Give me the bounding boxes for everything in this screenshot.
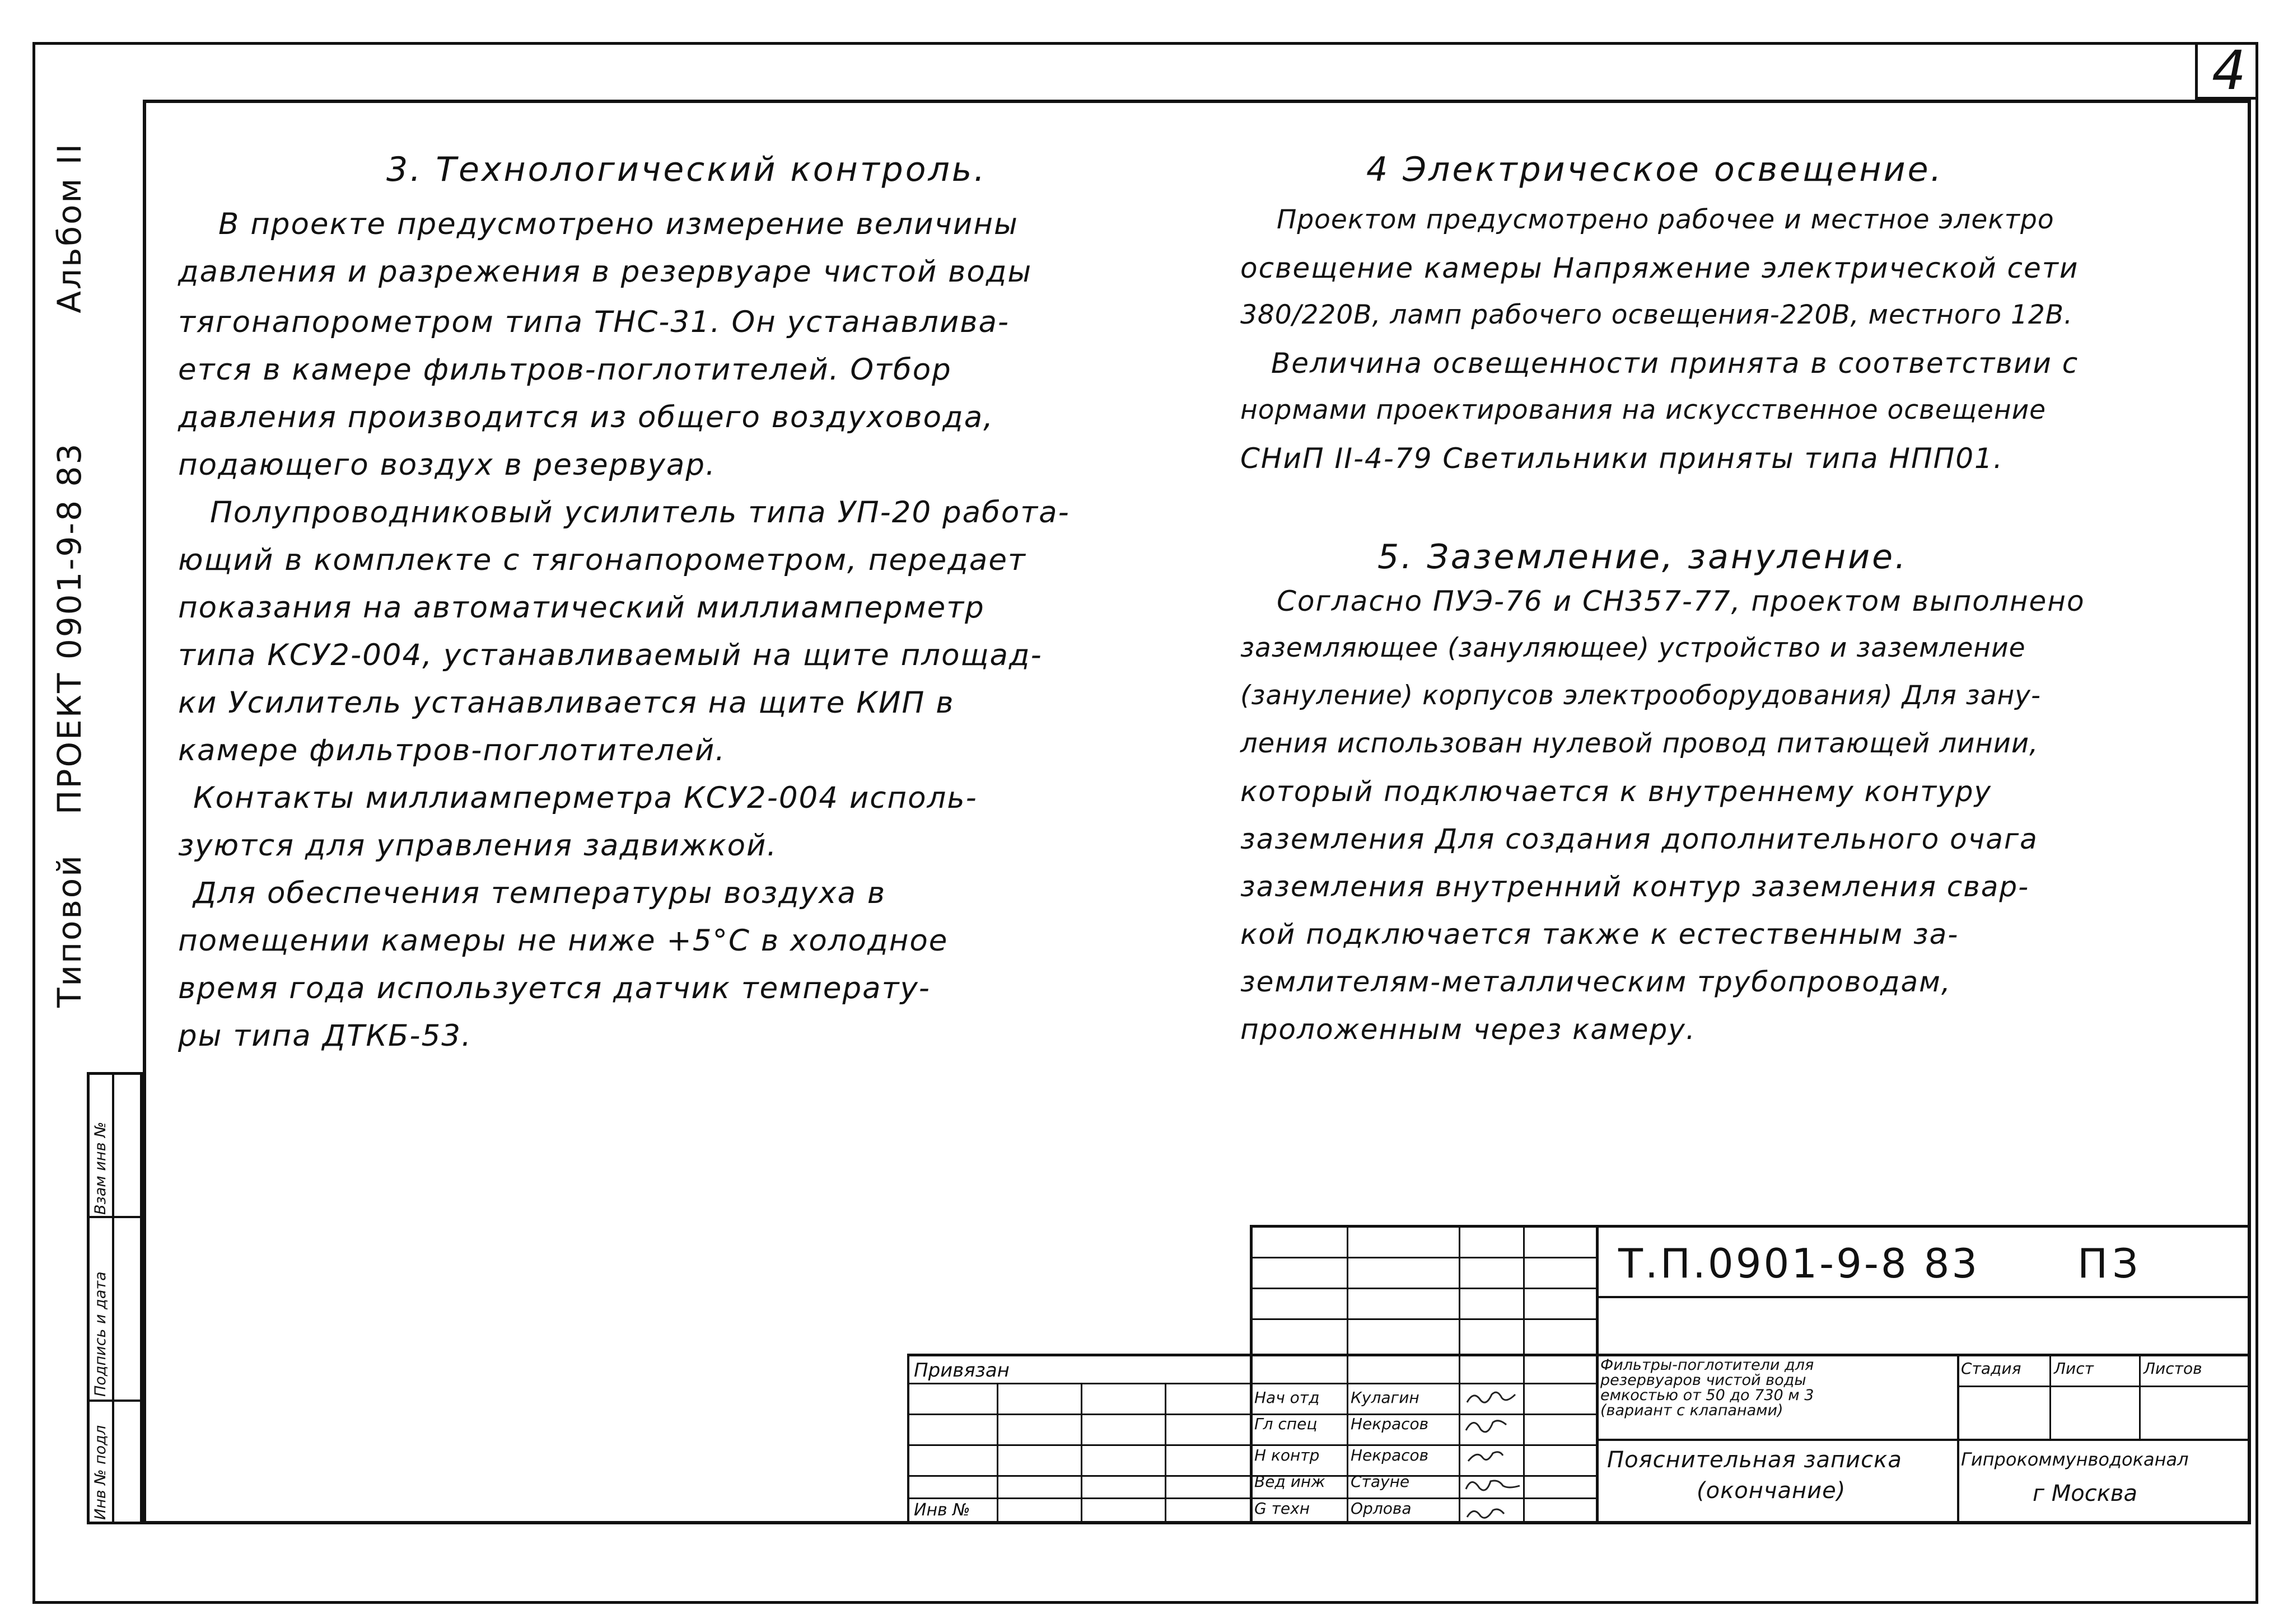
margin-label xyxy=(50,142,88,1008)
tb-org-name: Гипрокоммунводоканал xyxy=(1961,1449,2189,1470)
margin-project: ПРОЕКТ 0901-9-8 83 xyxy=(50,442,88,815)
tb-staff-role: Гл спец xyxy=(1254,1415,1318,1433)
text-line: СНиП II-4-79 Светильники приняты типа НПП01. xyxy=(1240,442,2004,475)
tb-line xyxy=(1250,1225,2251,1228)
text-line: давления и разрежения в резервуаре чистой воды xyxy=(178,255,1033,289)
tb-line xyxy=(2049,1354,2051,1439)
section-lighting-heading: 4 Электрическое освещение. xyxy=(1366,150,1944,189)
tb-line xyxy=(1957,1386,2251,1387)
text-line: нормами проектирования на искусственное освещение xyxy=(1240,395,2047,425)
text-line: ки Усилитель устанавливается на щите КИП в xyxy=(178,686,955,720)
tb-line xyxy=(1459,1225,1460,1524)
tb-line xyxy=(1347,1225,1348,1524)
section-tech-control-heading: 3. Технологический контроль. xyxy=(386,150,987,189)
tb-line xyxy=(1250,1257,1596,1258)
tb-staff-role: Нач отд xyxy=(1254,1388,1320,1407)
tb-line xyxy=(1081,1383,1082,1524)
tb-sheets-label: Листов xyxy=(2143,1359,2202,1378)
tb-staff-role: Вед инж xyxy=(1254,1472,1325,1491)
section-grounding-heading: 5. Заземление, зануление. xyxy=(1377,537,1908,577)
left-stamp-signature-date: Подпись и дата xyxy=(92,1271,109,1397)
tb-doc-code: ПЗ xyxy=(2077,1240,2143,1287)
tb-line xyxy=(997,1383,998,1524)
text-line: Для обеспечения температуры воздуха в xyxy=(193,876,886,910)
tb-inv-label: Инв № xyxy=(914,1500,970,1520)
text-line: землителям-металлическим трубопроводам, xyxy=(1240,966,1951,998)
text-line: Величина освещенности принята в соответствии с xyxy=(1271,347,2079,380)
margin-series: Типовой xyxy=(50,854,88,1008)
tb-designation: Т.П.0901-9-8 83 xyxy=(1618,1240,1980,1287)
tb-line xyxy=(1596,1225,1599,1524)
tb-line xyxy=(1957,1354,1959,1524)
tb-attached-label: Привязан xyxy=(914,1359,1010,1382)
text-line: проложенным через камеру. xyxy=(1240,1013,1696,1046)
tb-line xyxy=(1250,1288,1596,1289)
left-stamp-table xyxy=(87,1072,143,1524)
tb-stage-label: Стадия xyxy=(1961,1359,2021,1378)
tb-object-name xyxy=(1600,1358,1814,1418)
text-line: заземления Для создания дополнительного очага xyxy=(1240,823,2038,855)
tb-line xyxy=(1250,1318,1596,1320)
tb-line xyxy=(1596,1439,2251,1441)
text-line: Контакты миллиамперметра КСУ2-004 исполь- xyxy=(193,781,978,815)
tb-object-line: резервуаров чистой воды xyxy=(1600,1372,1806,1389)
tb-staff-name: Некрасов xyxy=(1351,1446,1429,1464)
tb-staff-name: Кулагин xyxy=(1351,1388,1419,1407)
tb-line xyxy=(1596,1296,2251,1298)
tb-staff-role: G техн xyxy=(1254,1499,1310,1518)
text-line: подающего воздух в резервуар. xyxy=(178,448,716,482)
text-line: который подключается к внутреннему контуру xyxy=(1240,775,1992,808)
text-line: кой подключается также к естественным за- xyxy=(1240,918,1959,951)
text-line: зуются для управления задвижкой. xyxy=(178,829,778,863)
tb-line xyxy=(1523,1225,1525,1524)
tb-line xyxy=(1165,1383,1166,1524)
tb-object-line: (вариант с клапанами) xyxy=(1600,1402,1783,1419)
left-stamp-inv-orig: Инв № подл xyxy=(92,1425,109,1520)
text-line: (зануление) корпусов электрооборудования) Для зану- xyxy=(1240,680,2041,711)
margin-album: Альбом II xyxy=(50,142,88,313)
text-line: заземляющее (зануляющее) устройство и заземление xyxy=(1240,633,2026,663)
text-line: ющий в комплекте с тягонапорометром, передает xyxy=(178,543,1026,577)
tb-staff-name: Некрасов xyxy=(1351,1415,1429,1433)
tb-line xyxy=(1250,1225,1253,1524)
left-stamp-replace-inv: Взам инв № xyxy=(92,1121,109,1215)
left-stamp-row-line xyxy=(90,1400,140,1402)
text-line: камере фильтров-поглотителей. xyxy=(178,733,726,767)
tb-line xyxy=(907,1354,909,1524)
text-line: ления использован нулевой провод питающей линии, xyxy=(1240,728,2039,759)
tb-object-line: Фильтры-поглотители для xyxy=(1600,1356,1814,1374)
text-line: Проектом предусмотрено рабочее и местное электро xyxy=(1277,204,2054,235)
text-line: 380/220В, ламп рабочего освещения-220В, местного 12В. xyxy=(1240,299,2073,330)
left-stamp-row-line xyxy=(90,1216,140,1218)
tb-staff-role: Н контр xyxy=(1254,1446,1320,1464)
tb-staff-name: Орлова xyxy=(1351,1499,1412,1518)
signatures-graphic xyxy=(1463,1383,1521,1523)
text-line: тягонапорометром типа ТНС-31. Он устанавлива- xyxy=(178,305,1010,339)
text-line: Согласно ПУЭ-76 и СН357-77, проектом выполнено xyxy=(1277,585,2085,617)
text-line: В проекте предусмотрено измерение величины xyxy=(218,207,1019,241)
tb-object-line: емкостью от 50 до 730 м 3 xyxy=(1600,1387,1814,1404)
tb-doc-subtitle: (окончание) xyxy=(1697,1478,1846,1504)
left-stamp-divider xyxy=(112,1075,114,1522)
page-number: 4 xyxy=(2212,39,2247,102)
text-line: типа КСУ2-004, устанавливаемый на щите площад- xyxy=(178,638,1043,672)
text-line: время года используется датчик температу- xyxy=(178,971,931,1005)
tb-doc-title: Пояснительная записка xyxy=(1607,1447,1902,1473)
text-line: ется в камере фильтров-поглотителей. Отбор xyxy=(178,353,952,387)
text-line: заземления внутренний контур заземления свар- xyxy=(1240,870,2030,903)
text-line: ры типа ДТКБ-53. xyxy=(178,1019,472,1053)
tb-org-city: г Москва xyxy=(2033,1481,2137,1506)
text-line: давления производится из общего воздуховода, xyxy=(178,400,994,434)
tb-sheet-label: Лист xyxy=(2054,1359,2094,1378)
tb-staff-name: Стауне xyxy=(1351,1472,1410,1491)
text-line: Полупроводниковый усилитель типа УП-20 работа- xyxy=(210,495,1070,530)
text-line: освещение камеры Напряжение электрической сети xyxy=(1240,252,2079,284)
tb-line xyxy=(2139,1354,2141,1439)
text-line: помещении камеры не ниже +5°С в холодное xyxy=(178,924,949,958)
text-line: показания на автоматический миллиамперметр xyxy=(178,591,985,625)
